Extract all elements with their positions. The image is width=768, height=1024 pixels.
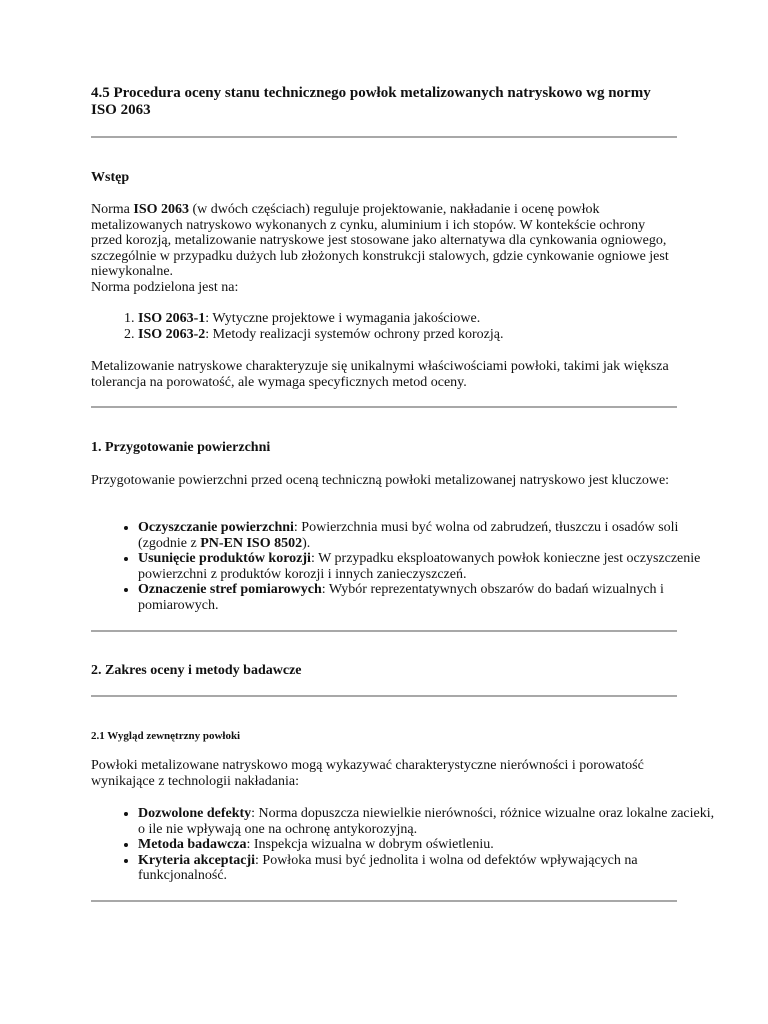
- divider: [91, 136, 677, 138]
- list-item-bold: Oczyszczanie powierzchni: [138, 520, 294, 535]
- list-item-bold: ISO 2063-1: [138, 311, 206, 326]
- norm-parts-list: [91, 311, 724, 342]
- divider: [91, 900, 677, 902]
- list-item-text: : Inspekcja wizualna w dobrym oświetleniu.: [246, 837, 494, 852]
- subsection-paragraph: Powłoki metalizowane natryskowo mogą wykazywać charakterystyczne nierówności i porowatość wynikające z technologii nakładania:: [91, 758, 644, 789]
- list-item-text: : Metody realizacji systemów ochrony przed korozją.: [205, 326, 504, 342]
- intro-text-bold: ISO 2063: [133, 202, 190, 217]
- list-item-text: : Wybór reprezentatywnych obszarów do badań wizualnych i pomiarowych.: [138, 582, 664, 613]
- list-item-bold: PN-EN ISO 8502: [200, 535, 303, 551]
- list-item-text: ).: [302, 535, 311, 551]
- list-item-text: : W przypadku eksploatowanych powłok konieczne jest oczyszczenie powierzchni z produktów korozji i innych zanieczyszczeń.: [138, 551, 701, 582]
- list-item: [138, 311, 724, 327]
- list-item: [138, 551, 724, 582]
- divider: [91, 630, 677, 632]
- list-item-bold: ISO 2063-2: [138, 326, 206, 342]
- intro-text-post: (w dwóch częściach) reguluje projektowanie, nakładanie i ocenę powłok metalizowanych natryskowo wykonanych z cynku, aluminium i ich stopów. W kontekście ochrony przed korozją, metalizowanie natryskowe jest stosowane jako alternatywa dla cynkowania ogniowego, szczególnie w przypadku dużych lub złożonych konstrukcji stalowych, gdzie cynkowanie ogniowe jest niewykonalne.: [91, 202, 669, 279]
- list-item: [138, 837, 724, 853]
- intro-heading: Wstęp: [91, 170, 130, 185]
- divider: [91, 406, 677, 408]
- list-item: [138, 520, 724, 551]
- intro-text-line2: Norma podzielona jest na:: [91, 279, 239, 295]
- list-item: [138, 853, 724, 884]
- list-item-bold: Kryteria akceptacji: [138, 852, 256, 868]
- list-item-bold: Metoda badawcza: [138, 837, 247, 852]
- divider: [91, 695, 677, 697]
- intro-text-pre: Norma: [91, 202, 134, 217]
- list-item-text: : Norma dopuszcza niewielkie nierówności, różnice wizualne oraz lokalne zacieki, o ile nie wpływają one na ochronę antykorozyjną.: [138, 806, 715, 837]
- list-item-bold: Dozwolone defekty: [138, 806, 252, 821]
- intro-paragraph-2: Metalizowanie natryskowe charakteryzuje się unikalnymi właściwościami powłoki, takimi jak większa tolerancja na porowatość, ale wymaga specyficznych metod oceny.: [91, 359, 669, 390]
- subsection-list: [91, 806, 724, 884]
- section1-paragraph: Przygotowanie powierzchni przed oceną techniczną powłoki metalizowanej natryskowo jest kluczowe:: [91, 473, 670, 488]
- list-item: [138, 806, 724, 837]
- subsection-heading: 2.1 Wygląd zewnętrzny powłoki: [91, 730, 241, 742]
- list-item-bold: Usunięcie produktów korozji: [138, 551, 311, 566]
- intro-paragraph: [91, 202, 677, 295]
- section2-heading: 2. Zakres oceny i metody badawcze: [91, 663, 302, 678]
- list-item: [138, 582, 724, 613]
- list-item-text: : Powłoka musi być jednolita i wolna od defektów wpływających na funkcjonalność.: [138, 852, 638, 883]
- list-item-text: : Powierzchnia musi być wolna od zabrudzeń, tłuszczu i osadów soli (zgodnie z: [138, 520, 679, 551]
- list-item: [138, 327, 724, 343]
- section1-heading: 1. Przygotowanie powierzchni: [91, 440, 271, 455]
- list-item-text: : Wytyczne projektowe i wymagania jakościowe.: [205, 311, 481, 326]
- document-title: 4.5 Procedura oceny stanu technicznego powłok metalizowanych natryskowo wg normy ISO 2063: [91, 85, 651, 118]
- section1-list: [91, 520, 724, 613]
- list-item-bold: Oznaczenie stref pomiarowych: [138, 582, 322, 597]
